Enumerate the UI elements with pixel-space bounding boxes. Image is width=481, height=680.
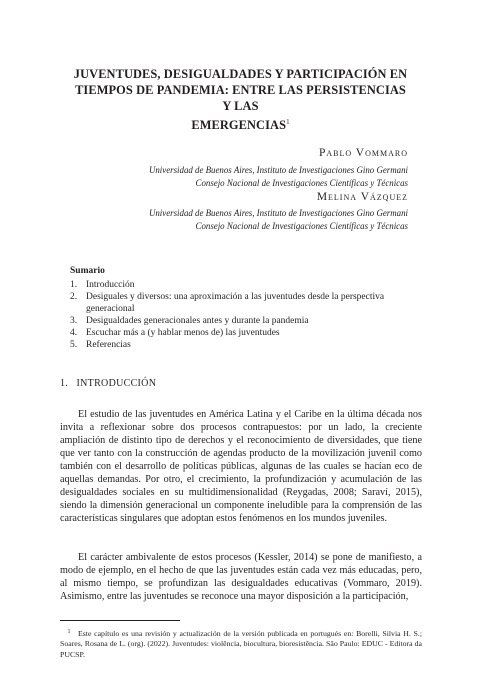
summary-item-text: Introducción [86,280,135,290]
summary-item-number: 5. [70,340,78,350]
footnote-text: Este capítulo es una revisión y actualización de la versión publicada en portugués en: Borelli, Silvia H. S.; Soares, Rosana de L. (org). (2022). Juventudes: violência, biocultura, bioresistência. São Paulo: EDUC - Editora da PUCSP. [60,629,422,659]
summary-item-text: Referencias [86,340,131,350]
summary-item-text: Desiguales y diversos: una aproximación a las juventudes desde la perspectiva generacional [86,292,385,314]
section-heading [60,378,156,389]
title-line-1: JUVENTUDES, DESIGUALDADES Y PARTICIPACIÓN EN [73,67,408,81]
footnote-divider [60,620,180,621]
body-paragraph-1: El estudio de las juventudes en América Latina y el Caribe en la última década nos invita a reflexionar sobre dos procesos contrapuestos: por un lado, la creciente ampliación de distinto tipo de derechos y el reconocimiento de diversidades, que tiene que ver tanto con la construcción de agendas producto de la movilización juvenil como también con el desarrollo de políticas públicas, algunas de las cuales se hacían eco de aquellas demandas. Por otro, el crecimiento, la profundización y acumulación de las desigualdades sociales en su multidimensionalidad (Reygadas, 2008; Saraví, 2015), siendo la dimensión generacional un componente ineludible para la comprensión de las características singulares que adoptan estos fenómenos en los mundos juveniles. [60,409,422,524]
footnote [60,627,422,660]
section-number: 1. [60,378,69,389]
author-2-affiliations [149,207,408,233]
author-2-affiliation-1: Universidad de Buenos Aires, Instituto de Investigaciones Gino Germani [148,208,408,218]
chapter-title [70,66,411,133]
summary-item-number: 2. [70,292,78,302]
summary-item[interactable] [70,339,415,351]
author-name-2: Melina Vázquez [316,191,408,203]
author-name-1: Pablo Vommaro [318,147,408,159]
summary-list [70,279,415,351]
summary-item-number: 1. [70,280,78,290]
author-1-affiliation-1: Universidad de Buenos Aires, Instituto de Investigaciones Gino Germani [148,165,408,175]
summary-heading: Sumario [70,266,105,276]
title-footnote-ref[interactable]: 1 [286,118,290,126]
summary-item[interactable] [70,327,415,339]
author-1-affiliation-2: Consejo Nacional de Investigaciones Científicas y Técnicas [195,178,408,188]
author-2-affiliation-2: Consejo Nacional de Investigaciones Científicas y Técnicas [195,221,408,231]
summary-item[interactable] [70,279,415,291]
title-line-3: EMERGENCIAS [191,118,287,132]
summary-item[interactable] [70,315,415,327]
body-paragraph-2: El carácter ambivalente de estos procesos (Kessler, 2014) se pone de manifiesto, a modo de ejemplo, en el hecho de que las juventudes están cada vez más educadas, pero, al mismo tiempo, se profundizan las desigualdades educativas (Vommaro, 2019). Asimismo, entre las juventudes se reconoce una mayor disposición a la participación, [60,552,422,602]
footnote-number: 1 [67,629,71,635]
summary-item-number: 3. [70,316,78,326]
summary-item-text: Escuchar más a (y hablar menos de) las juventudes [86,328,280,338]
title-line-2: TIEMPOS DE PANDEMIA: ENTRE LAS PERSISTENCIAS Y LAS [75,83,406,113]
summary-item-text: Desigualdades generacionales antes y durante la pandemia [86,316,309,326]
author-1-affiliations [149,164,408,190]
section-title: INTRODUCCIÓN [76,378,157,389]
summary-item-number: 4. [70,328,78,338]
summary-item[interactable] [70,291,415,315]
